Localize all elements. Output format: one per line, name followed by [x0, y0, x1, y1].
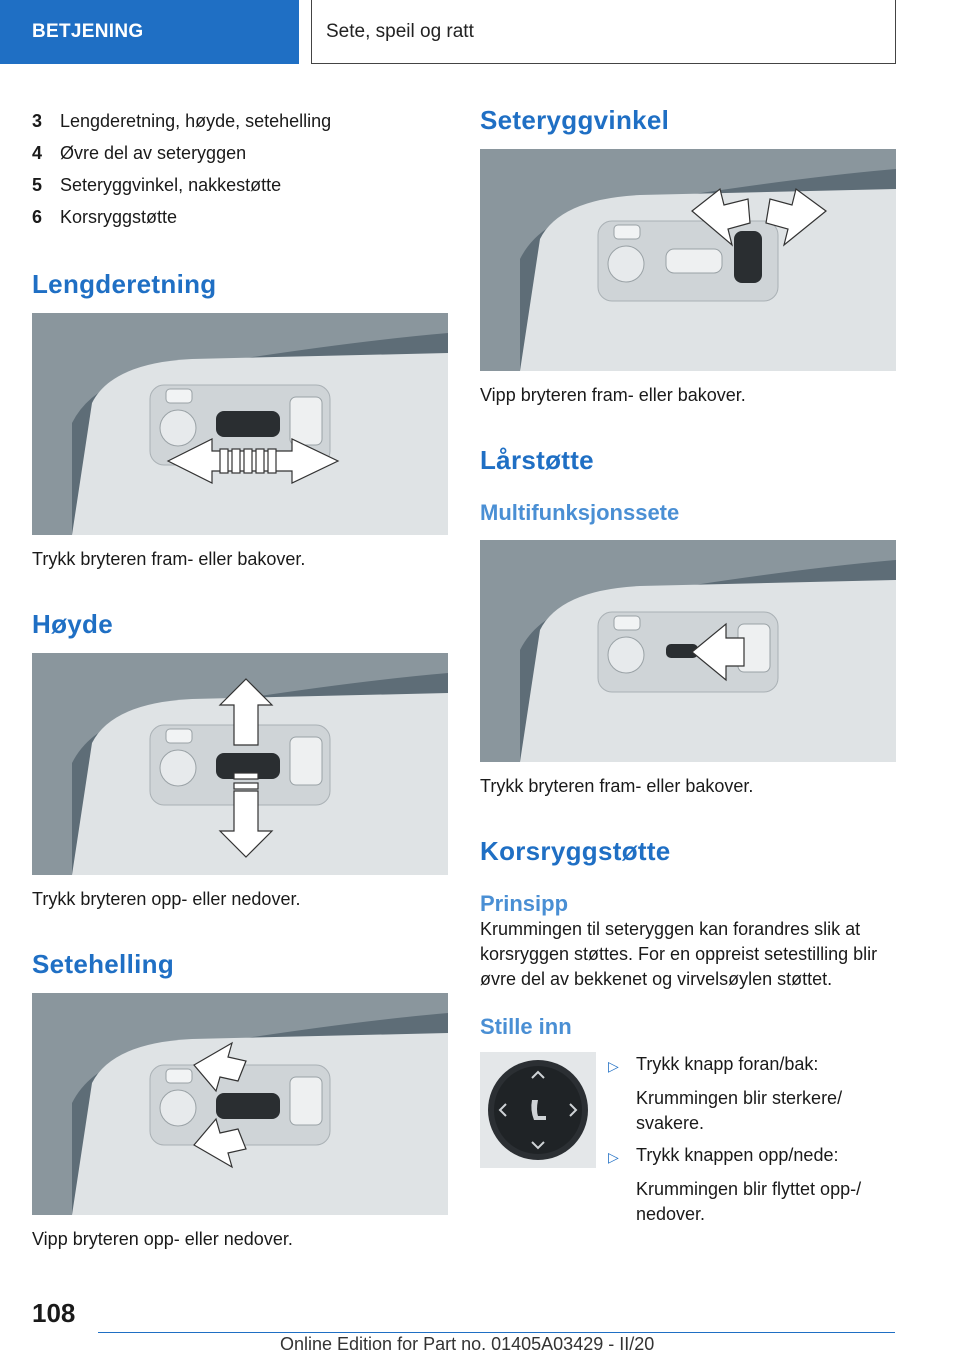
heading-length: Lengderetning — [32, 269, 217, 299]
seat-switch-photo-height — [32, 653, 448, 875]
heading-backrest: Seteryggvinkel — [480, 105, 670, 135]
heading-height: Høyde — [32, 609, 113, 639]
section-tab — [0, 0, 299, 64]
lumbar-adjust-block — [480, 1052, 896, 1227]
chapter-header — [311, 0, 896, 64]
lumbar-bullets: ▷ Trykk knapp foran/bak: Krummingen blir sterkere/ svakere. ▷ Trykk knappen opp/nede: Krummingen blir flyttet opp-/ nedover. — [608, 1052, 896, 1227]
seat-switch-photo-thigh — [480, 540, 896, 762]
list-item: ▷ Trykk knapp foran/bak: — [608, 1052, 896, 1079]
seat-switch-photo-tilt — [32, 993, 448, 1215]
list-item: 4 Øvre del av seteryggen — [32, 143, 247, 163]
numbered-list — [32, 105, 448, 233]
right-column — [480, 105, 896, 1227]
lumbar-knob-photo — [480, 1052, 596, 1168]
seat-switch-photo-length — [32, 313, 448, 535]
subheading-multifunction: Multifunksjonssete — [480, 500, 680, 525]
list-item: 5 Seteryggvinkel, nakkestøtte — [32, 175, 282, 195]
heading-thigh: Lårstøtte — [480, 445, 594, 475]
left-column — [32, 105, 448, 1251]
subheading-adjust: Stille inn — [480, 1014, 572, 1039]
chapter-title: Sete, speil og ratt — [326, 20, 474, 42]
principle-text: Krummingen til seteryggen kan forandres slik at korsryggen støttes. For en oppreist setestilling blir øvre del av bekkenet og virvelsøylen støttet. — [480, 919, 878, 989]
list-item: ▷ Trykk knappen opp/nede: — [608, 1143, 896, 1170]
section-title: BETJENING — [32, 21, 144, 42]
seat-switch-photo-backrest — [480, 149, 896, 371]
page-number: 108 — [32, 1298, 76, 1328]
caption-thigh: Trykk bryteren fram- eller bakover. — [480, 776, 754, 796]
triangle-bullet-icon: ▷ — [608, 1149, 619, 1165]
subheading-principle: Prinsipp — [480, 891, 569, 916]
list-item: 6 Korsryggstøtte — [32, 207, 178, 227]
caption-backrest: Vipp bryteren fram- eller bakover. — [480, 385, 746, 405]
footer-edition: Online Edition for Part no. 01405A03429 - II/20 — [280, 1334, 655, 1354]
list-item: 3 Lengderetning, høyde, setehelling — [32, 111, 332, 131]
footer-divider — [98, 1332, 895, 1333]
caption-length: Trykk bryteren fram- eller bakover. — [32, 549, 306, 569]
heading-tilt: Setehelling — [32, 949, 174, 979]
caption-height: Trykk bryteren opp- eller nedover. — [32, 889, 301, 909]
caption-tilt: Vipp bryteren opp- eller nedover. — [32, 1229, 293, 1249]
triangle-bullet-icon: ▷ — [608, 1058, 619, 1074]
heading-lumbar: Korsryggstøtte — [480, 836, 671, 866]
